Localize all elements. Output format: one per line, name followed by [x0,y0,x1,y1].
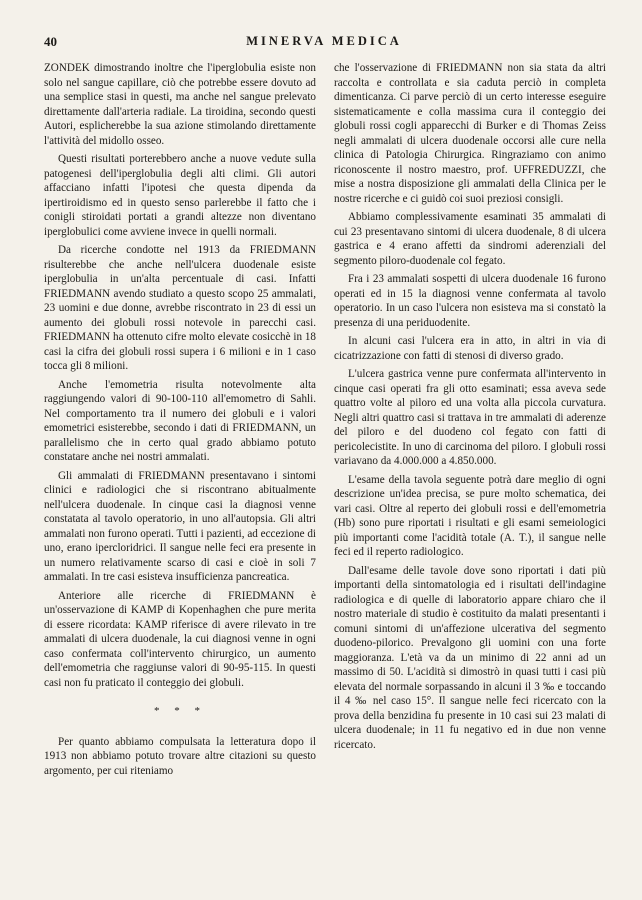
paragraph: Gli ammalati di FRIEDMANN presentavano i sintomi clinici e radiologici che si riscontrano abitualmente nell'ulcera duodenale. In cinque casi la diagnosi venne constatata al tavolo operatorio, in uno all'autopsia. Gli altri ammalati non furono operati. Tutti i pazienti, ad eccezione di uno, erano ipercloridrici. Il sangue nelle feci era presente in un numero relativamente scarso di casi e cioè in soli 7 ammalati. In tre casi esisteva insufficienza pancreatica. [44,469,316,583]
section-separator: * * * [154,705,206,717]
left-column [44,61,316,782]
paragraph: L'esame della tavola seguente potrà dare meglio di ogni descrizione un'idea precisa, se pure molto schematica, dei vari casi. Oltre al reperto dei globuli rossi e dell'emometria (Hb) sono pure riportati i risultati e gli esami semeiologici più importanti come l'acidità totale (A. T.), il sangue nelle feci ed il reperto radiologico. [334,473,606,558]
page-number: 40 [44,34,57,49]
paragraph: Da ricerche condotte nel 1913 da FRIEDMANN risulterebbe che anche nell'ulcera duodenale esiste iperglobulia in un'alta percentuale di casi. Infatti FRIEDMANN avendo studiato a questo scopo 25 ammalati, 23 uomini e due donne, avrebbe riscontrato in 23 di essi un aumento dei globuli rossi notevole in parecchi casi. FRIEDMANN ha ottenuto cifre molto elevate cosicchè in 18 casi la cifra dei globuli rossi supera i 6 milioni e in 1 caso tocca gli 8 milioni. [44,244,316,372]
paragraph: Per quanto abbiamo compulsata la letteratura dopo il 1913 non abbiamo potuto trovare altre citazioni su questo argomento, per cui riteniamo [44,735,316,777]
paragraph: che l'osservazione di FRIEDMANN non sia stata da altri raccolta e controllata e sia caduta perciò in completa dimenticanza. Ci parve perciò di un certo interesse eseguire sistematicamente e colla massima cura il conteggio dei globuli rossi cogli apparecchi di Burker e di Thomas Zeiss negli ammalati di ulcera duodenale occorsi alle cure nella clinica di Patologia Chirurgica. Ringraziamo con animo riconoscente il nostro maestro, prof. UFFREDUZZI, che mise a nostra disposizione gli ammalati della Clinica per le nostre ricerche e ci guidò coi suoi preziosi consigli. [334,62,606,205]
paragraph: Questi risultati porterebbero anche a nuove vedute sulla patogenesi dell'iperglobulia degli alti climi. Gli autori affacciano infatti l'ipotesi che questa dipenda da ipertiroidismo ed in questo senso parlerebbe il fatto che i conigli stiroidati portati a grandi altezze non diventano iperglobulici come avviene invece in quelli normali. [44,153,316,238]
paragraph: L'ulcera gastrica venne pure confermata all'intervento in cinque casi operati fra gli otto esaminati; essa aveva sede quattro volte al piloro ed una volta alla piccola curvatura. Negli altri quattro casi si trattava in tre ammalati di aderenze del piloro e del duodeno col fegato con fatti di pericolecistite. In uno di carcinoma del piloro. I globuli rossi variavano da 4.000.000 a 4.850.000. [334,368,606,467]
journal-title: MINERVA MEDICA [246,34,402,48]
paragraph: Anteriore alle ricerche di FRIEDMANN è un'osservazione di KAMP di Kopenhaghen che pure merita di essere ricordata: KAMP riferisce di avere rilevato in tre ammalati di ulcera duodenale, la cui diagnosi venne in ogni caso confermata coll'intervento chirurgico, un aumento dell'emometria che raggiunse valori di 90-95-115. In questi casi non fu praticato il conteggio dei globuli. [44,589,316,689]
paragraph: In alcuni casi l'ulcera era in atto, in altri in via di cicatrizzazione con fatti di stenosi di diverso grado. [334,335,606,362]
paragraph: Fra i 23 ammalati sospetti di ulcera duodenale 16 furono operati ed in 15 la diagnosi venne confermata al tavolo operatorio. In un caso l'ulcera non esisteva ma si constatò la presenza di una periduodenite. [334,273,606,329]
paragraph: Anche l'emometria risulta notevolmente alta raggiungendo valori di 90-100-110 all'emometro di Sahli. Nel comportamento tra il numero dei globuli e i valori emometrici esisterebbe, secondo i dati di FRIEDMANN, un parallelismo che in certo qual grado abbiamo potuto constatare anche nei nostri ammalati. [44,378,316,463]
paragraph: Abbiamo complessivamente esaminati 35 ammalati di cui 23 presentavano sintomi di ulcera duodenale, 8 di ulcera gastrica e 4 erano affetti da sindromi aderenziali del segmento piloro-duodenale col fegato. [334,211,606,267]
right-column [334,61,606,756]
page-header [44,34,604,52]
paragraph: ZONDEK dimostrando inoltre che l'iperglobulia esiste non solo nel sangue capillare, ciò che potrebbe essere dovuto ad una semplice stasi in questi, ma anche nel sangue prelevato direttamente dall'arteria radiale. La tiroidina, secondo questi Autori, esplicherebbe la sua azione stimolando direttamente l'attività del midollo osseo. [44,62,316,147]
paragraph: Dall'esame delle tavole dove sono riportati i dati più importanti della sintomatologia ed i risultati dell'indagine radiologica e di quelle di laboratorio appare chiaro che il nostro materiale di studio è costituito da malati presentanti i comuni sintomi di un'affezione ulcerativa del segmento duodeno-pilorico. Prevalgono gli uomini con una forte maggioranza. L'età va da un minimo di 22 anni ad un massimo di 50. L'acidità si dimostrò in quasi tutti i casi più elevata del normale sorpassando in alcuni il 3 ‰ e toccando il 4 ‰ nel caso 15°. Il sangue nelle feci ricercato con la prova della benzidina fu presente in 10 casi sui 23 malati di ulcera duodenale; in 11 fu negativo ed in due non venne ricercato. [334,564,606,751]
